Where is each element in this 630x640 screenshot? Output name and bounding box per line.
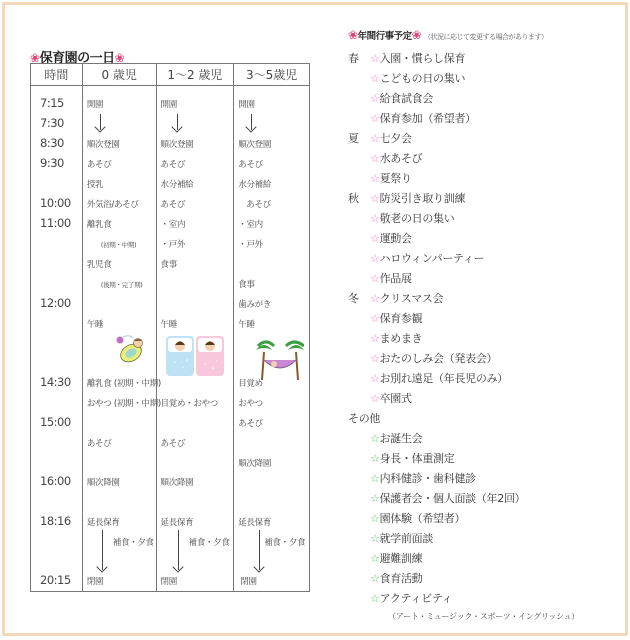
star-icon: ☆ [370, 392, 380, 405]
column-header-time: 時間 [31, 64, 83, 86]
event-label: お別れ遠足（年長児のみ） [379, 372, 508, 385]
event-text [370, 270, 412, 286]
star-icon: ☆ [370, 512, 380, 525]
schedule-activity: あそび [86, 160, 112, 170]
hammock-illustration [256, 340, 304, 380]
schedule-activity: (初期・中期) [100, 241, 137, 249]
season-label: 春 [348, 52, 359, 65]
star-icon: ☆ [370, 212, 380, 225]
event-text [370, 550, 422, 566]
event-text [370, 250, 484, 266]
event-item [348, 507, 618, 527]
event-label: 身長・体重測定 [379, 452, 455, 465]
time-label: 15:00 [40, 415, 71, 429]
event-item [348, 547, 618, 567]
star-icon: ☆ [370, 272, 380, 285]
schedule-activity: 食事 [160, 260, 177, 270]
event-text [370, 170, 412, 186]
baby-sleeping-illustration [111, 334, 147, 364]
schedule-activity: 目覚め・おやつ [160, 399, 218, 409]
schedule-activity: 離乳食 (初期・中期) [86, 379, 161, 389]
daily-schedule-table [30, 63, 310, 592]
event-text [370, 230, 412, 246]
event-text [370, 130, 412, 146]
event-label: 保護者会・個人面談（年2回） [379, 492, 526, 505]
event-text [370, 530, 433, 546]
schedule-activity: 午睡 [238, 320, 255, 330]
star-icon: ☆ [370, 192, 380, 205]
event-label: 内科健診・歯科健診 [379, 472, 476, 485]
event-text [370, 310, 422, 326]
event-item [348, 67, 618, 87]
event-item [348, 307, 618, 327]
flower-icon: ❀ [30, 51, 40, 65]
schedule-activity: 閉園 [86, 577, 104, 587]
daily-schedule-title-text: 保育園の一日 [39, 51, 115, 66]
event-label: 防災引き取り訓練 [379, 192, 466, 205]
season-label: 夏 [348, 132, 359, 145]
star-icon: ☆ [370, 532, 380, 545]
event-item [348, 207, 618, 227]
arrow-down-icon [178, 530, 179, 570]
schedule-activity: 乳児食 [86, 260, 112, 270]
schedule-activity: 順次登園 [160, 140, 194, 150]
schedule-activity: 目覚め [238, 379, 263, 389]
event-item [348, 227, 618, 247]
star-icon: ☆ [370, 572, 380, 585]
schedule-activity: 補食・夕食 [188, 538, 230, 548]
time-label: 16:00 [40, 474, 71, 488]
event-label: ハロウィンパーティー [379, 252, 485, 265]
schedule-activity: ・戸外 [160, 240, 186, 250]
event-label: 夏祭り [379, 172, 412, 185]
star-icon: ☆ [370, 492, 380, 505]
event-item [348, 487, 618, 507]
activity-note: （アート・ミュージック・スポーツ・イングリッシュ） [388, 612, 579, 621]
schedule-activity: 補食・夕食 [112, 538, 154, 548]
schedule-activity: 午睡 [160, 320, 177, 330]
event-label: 保育参加（希望者） [379, 112, 476, 125]
star-icon: ☆ [370, 112, 380, 125]
time-label: 14:30 [40, 375, 71, 389]
star-icon: ☆ [370, 52, 380, 65]
schedule-activity: 開園 [238, 100, 255, 110]
event-label: 敬老の日の集い [379, 212, 455, 225]
event-label: 運動会 [379, 232, 412, 245]
schedule-activity: 順次降園 [238, 459, 272, 469]
event-text [370, 90, 433, 106]
schedule-activity: あそび [238, 419, 263, 429]
schedule-activity: おやつ (初期・中期) [86, 399, 161, 409]
time-column [31, 86, 83, 592]
time-label: 11:00 [40, 216, 71, 230]
arrow-down-icon [177, 114, 178, 130]
event-text [370, 450, 454, 466]
event-label: 入園・慣らし保育 [379, 52, 466, 65]
event-item [348, 387, 618, 407]
column-header-age0: 0 歳児 [82, 64, 156, 86]
schedule-activity: あそび [160, 200, 186, 210]
event-label: 避難訓練 [379, 552, 423, 565]
schedule-activity: 水分補給 [160, 180, 194, 190]
event-item [348, 447, 618, 467]
time-label: 7:15 [40, 96, 64, 110]
schedule-activity: ・戸外 [238, 240, 263, 250]
event-text [370, 210, 454, 226]
time-label: 7:30 [40, 116, 64, 130]
schedule-activity: あそび [160, 439, 186, 449]
schedule-activity: 延長保育 [160, 518, 194, 528]
arrow-down-icon [251, 114, 252, 130]
star-icon: ☆ [370, 92, 380, 105]
arrow-down-icon [259, 530, 260, 570]
star-icon: ☆ [370, 312, 380, 325]
age3-5-column [234, 86, 310, 592]
schedule-activity: 開園 [86, 100, 104, 110]
event-item [348, 187, 618, 207]
event-text [370, 70, 465, 86]
event-label: お誕生会 [379, 432, 423, 445]
annual-events-title [348, 28, 547, 42]
star-icon: ☆ [370, 472, 380, 485]
event-text [370, 430, 422, 446]
column-header-age3-5: 3～5歳児 [234, 64, 310, 86]
event-label: 給食試食会 [379, 92, 434, 105]
event-item [348, 287, 618, 307]
star-icon: ☆ [370, 132, 380, 145]
children-sleeping-illustration [165, 334, 225, 378]
other-section-header [348, 407, 618, 427]
schedule-activity: 補食・夕食 [264, 538, 306, 548]
star-icon: ☆ [370, 352, 380, 365]
event-item [348, 467, 618, 487]
event-item [348, 527, 618, 547]
star-icon: ☆ [370, 292, 380, 305]
event-text [370, 570, 422, 586]
schedule-activity: 外気浴/あそび [86, 200, 139, 210]
event-item [348, 107, 618, 127]
event-item [348, 587, 618, 607]
event-label: 園体験（希望者） [379, 512, 466, 525]
star-icon: ☆ [370, 372, 380, 385]
schedule-activity: あそび [238, 160, 263, 170]
event-text [370, 490, 525, 506]
star-icon: ☆ [370, 72, 380, 85]
event-text [370, 150, 422, 166]
flower-icon: ❀ [348, 28, 358, 42]
schedule-activity: 食事 [238, 280, 255, 290]
other-label: その他 [348, 412, 381, 425]
event-label: 卒園式 [379, 392, 412, 405]
flower-icon: ❀ [114, 51, 125, 65]
event-text [370, 390, 412, 406]
event-item [348, 147, 618, 167]
flower-icon: ❀ [411, 28, 422, 42]
arrow-down-icon [102, 530, 103, 570]
event-text [370, 510, 465, 526]
star-icon: ☆ [370, 332, 380, 345]
event-item [348, 167, 618, 187]
schedule-activity: あそび [86, 439, 112, 449]
event-item [348, 127, 618, 147]
age1-2-column [156, 86, 234, 592]
time-label: 8:30 [40, 136, 64, 150]
event-label: まめまき [379, 332, 423, 345]
schedule-activity: 開園 [160, 100, 177, 110]
star-icon: ☆ [370, 152, 380, 165]
event-text [370, 110, 476, 126]
schedule-activity: あそび [246, 200, 271, 210]
event-text [370, 350, 497, 366]
schedule-activity: 離乳食 [86, 220, 112, 230]
event-label: こどもの日の集い [379, 72, 466, 85]
schedule-activity: (後期・完了期) [100, 281, 143, 289]
event-label: 作品展 [379, 272, 412, 285]
event-text [370, 590, 452, 606]
season-label: 冬 [348, 292, 359, 305]
event-item [348, 87, 618, 107]
event-item [348, 47, 618, 67]
event-label: アクティビティ [379, 592, 453, 605]
event-label: 七夕会 [379, 132, 412, 145]
time-label: 12:00 [40, 296, 71, 310]
arrow-down-icon [100, 114, 101, 130]
schedule-activity: 順次登園 [86, 140, 120, 150]
time-label: 18:16 [40, 514, 71, 528]
event-label: 就学前面談 [379, 532, 434, 545]
time-label: 20:15 [40, 573, 71, 587]
star-icon: ☆ [370, 452, 380, 465]
event-label: クリスマス会 [379, 292, 444, 305]
event-label: 保育参観 [379, 312, 423, 325]
event-item [348, 267, 618, 287]
schedule-activity: 順次降園 [86, 478, 120, 488]
star-icon: ☆ [370, 592, 380, 605]
age0-column [82, 86, 161, 592]
activity-note-row [348, 607, 618, 627]
event-item [348, 327, 618, 347]
schedule-activity: 午睡 [86, 320, 104, 330]
schedule-activity: おやつ [238, 399, 263, 409]
schedule-activity: 延長保育 [238, 518, 272, 528]
event-text [370, 190, 465, 206]
star-icon: ☆ [370, 432, 380, 445]
annual-events-note: （状況に応じて変更する場合があります） [423, 33, 548, 41]
event-text [370, 470, 476, 486]
schedule-activity: 順次登園 [238, 140, 272, 150]
event-text [370, 50, 465, 66]
event-label: おたのしみ会（発表会） [379, 352, 498, 365]
star-icon: ☆ [370, 172, 380, 185]
annual-events-list [348, 47, 618, 627]
event-item [348, 367, 618, 387]
season-label: 秋 [348, 192, 359, 205]
schedule-activity: 延長保育 [86, 518, 120, 528]
column-header-age1-2: 1～2 歳児 [156, 64, 234, 86]
event-text [370, 290, 443, 306]
schedule-activity: 水分補給 [238, 180, 272, 190]
star-icon: ☆ [370, 232, 380, 245]
schedule-activity: 歯みがき [238, 300, 272, 310]
event-label: 食育活動 [379, 572, 423, 585]
event-item [348, 567, 618, 587]
schedule-activity: 順次降園 [160, 478, 194, 488]
event-text [370, 370, 508, 386]
schedule-activity: ・室内 [160, 220, 186, 230]
annual-events-title-text: 年間行事予定 [357, 31, 412, 42]
time-label: 9:30 [40, 156, 64, 170]
time-label: 10:00 [40, 196, 71, 210]
event-label: 水あそび [379, 152, 423, 165]
event-text [370, 330, 422, 346]
schedule-activity: 授乳 [86, 180, 104, 190]
schedule-activity: 閉園 [240, 577, 257, 587]
event-item [348, 427, 618, 447]
schedule-activity: 閉園 [160, 577, 177, 587]
schedule-activity: ・室内 [238, 220, 263, 230]
event-item [348, 347, 618, 367]
star-icon: ☆ [370, 252, 380, 265]
event-item [348, 247, 618, 267]
schedule-activity: あそび [160, 160, 186, 170]
star-icon: ☆ [370, 552, 380, 565]
